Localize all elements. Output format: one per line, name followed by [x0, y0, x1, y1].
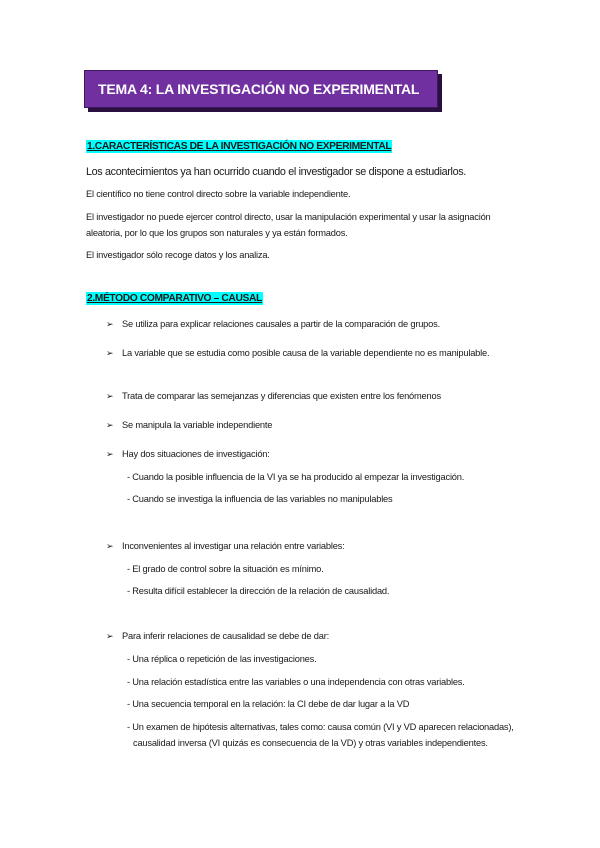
sub-item-text: - Una réplica o repetición de las investigaciones. — [127, 654, 317, 664]
bullet-text: Se manipula la variable independiente — [122, 420, 273, 430]
list-item — [106, 389, 526, 405]
list-item — [106, 418, 526, 434]
bullet-text: Inconvenientes al investigar una relación entre variables: — [122, 541, 345, 551]
arrow-bullet-icon: ➢ — [106, 420, 114, 430]
sub-item-text: - Un examen de hipótesis alternativas, tales como: causa común (VI y VD aparecen relacionadas), causalidad inversa (VI quizás es consecuencia de la VD) y otras variables independientes. — [127, 722, 514, 748]
sub-list-item — [127, 562, 527, 578]
sub-list-item — [127, 675, 527, 691]
list-item — [106, 629, 526, 645]
section1-paragraph: El investigador sólo recoge datos y los analiza. — [86, 250, 270, 260]
sub-item-text: - El grado de control sobre la situación es mínimo. — [127, 564, 324, 574]
section2-heading: 2.MÉTODO COMPARATIVO – CAUSAL — [87, 293, 262, 304]
sub-list-item — [127, 492, 527, 508]
arrow-bullet-icon: ➢ — [106, 541, 114, 551]
sub-list-item — [127, 697, 527, 713]
bullet-text: Para inferir relaciones de causalidad se debe de dar: — [122, 631, 329, 641]
sub-list-item — [127, 584, 527, 600]
sub-item-text: - Cuando se investiga la influencia de las variables no manipulables — [127, 494, 393, 504]
bullet-text: La variable que se estudia como posible causa de la variable dependiente no es manipulable. — [122, 348, 490, 358]
sub-item-text: - Una secuencia temporal en la relación: la CI debe de dar lugar a la VD — [127, 699, 410, 709]
arrow-bullet-icon: ➢ — [106, 348, 114, 358]
section1-heading: 1.CARACTERÍSTICAS DE LA INVESTIGACIÓN NO EXPERIMENTAL — [87, 141, 392, 152]
title-banner — [84, 70, 438, 108]
sub-item-text: - Cuando la posible influencia de la VI ya se ha producido al empezar la investigación. — [127, 472, 465, 482]
sub-list-item — [127, 652, 527, 668]
list-item — [106, 346, 526, 362]
bullet-text: Hay dos situaciones de investigación: — [122, 449, 270, 459]
arrow-bullet-icon: ➢ — [106, 391, 114, 401]
list-item — [106, 539, 526, 555]
bullet-text: Se utiliza para explicar relaciones causales a partir de la comparación de grupos. — [122, 319, 440, 329]
section1-paragraph: El investigador no puede ejercer control directo, usar la manipulación experimental y usar la asignación aleatoria, por lo que los grupos son naturales y ya están formados. — [86, 212, 491, 238]
sub-list-item — [127, 470, 527, 486]
sub-list-item — [127, 720, 527, 751]
section1-lead: Los acontecimientos ya han ocurrido cuando el investigador se dispone a estudiarlos. — [86, 166, 466, 178]
list-item — [106, 317, 526, 333]
list-item — [106, 447, 526, 463]
arrow-bullet-icon: ➢ — [106, 449, 114, 459]
arrow-bullet-icon: ➢ — [106, 319, 114, 329]
page-title: TEMA 4: LA INVESTIGACIÓN NO EXPERIMENTAL — [98, 81, 420, 97]
bullet-text: Trata de comparar las semejanzas y diferencias que existen entre los fenómenos — [122, 391, 441, 401]
section1-paragraph: El científico no tiene control directo sobre la variable independiente. — [86, 189, 351, 199]
sub-item-text: - Resulta difícil establecer la dirección de la relación de causalidad. — [127, 586, 390, 596]
arrow-bullet-icon: ➢ — [106, 631, 114, 641]
sub-item-text: - Una relación estadística entre las variables o una independencia con otras variables. — [127, 677, 465, 687]
